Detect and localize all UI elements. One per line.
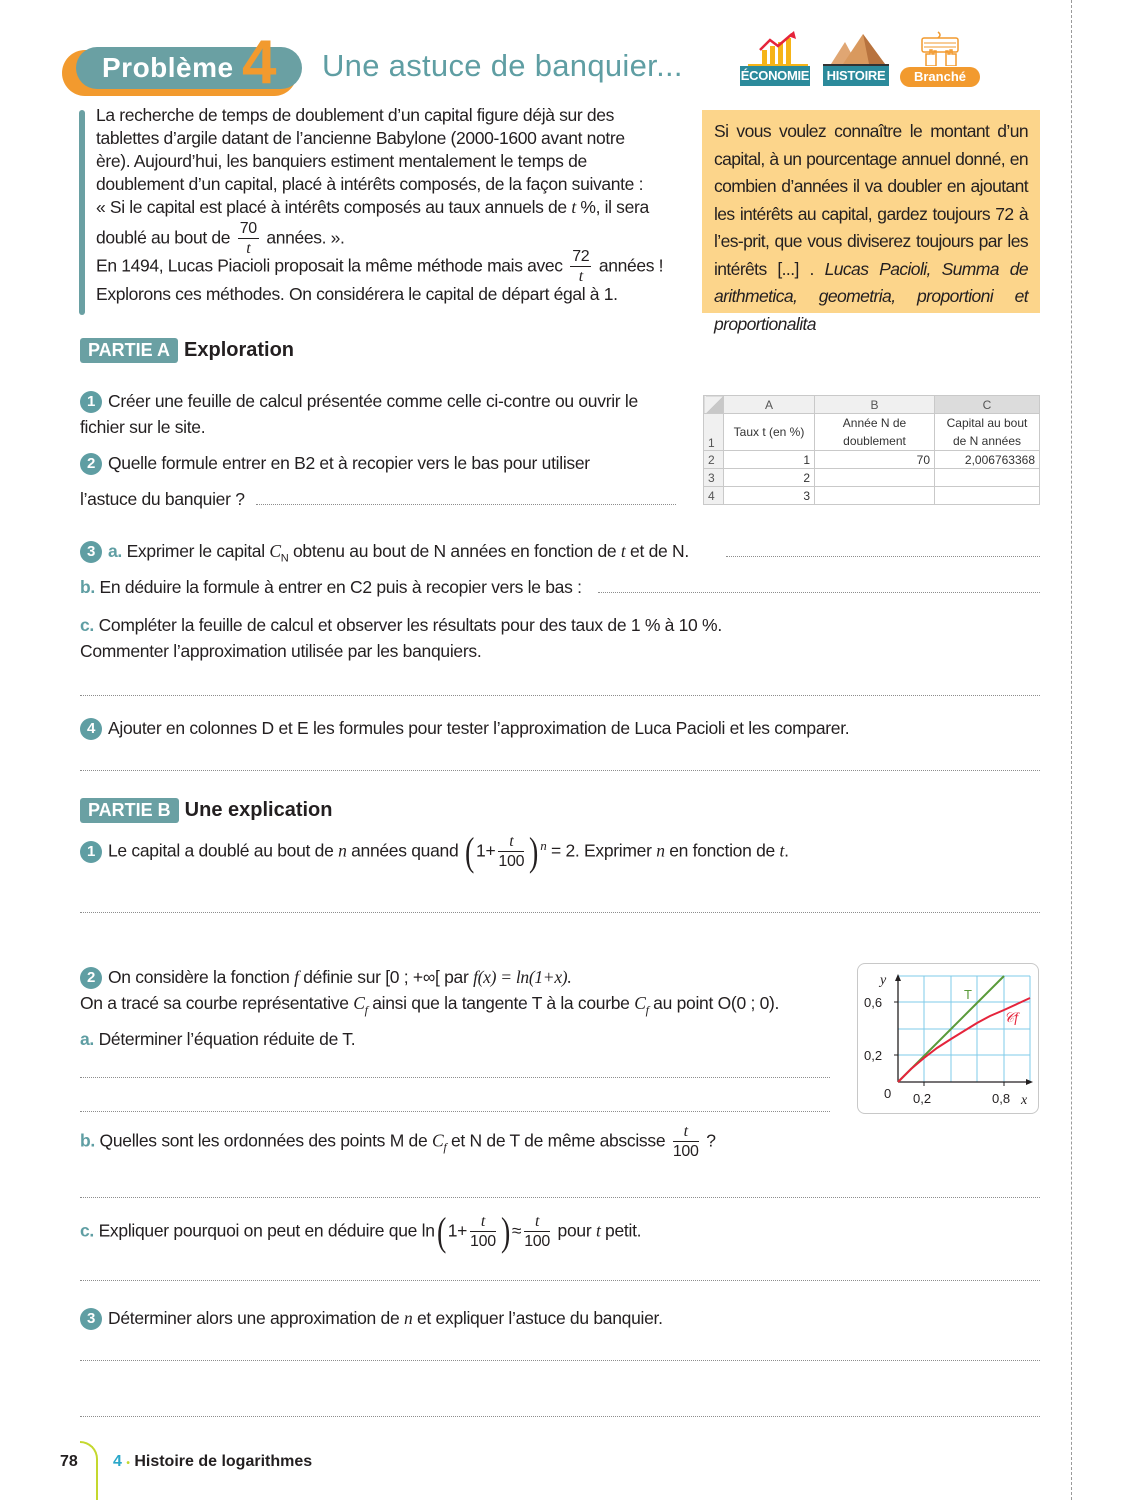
chapter-separator: • — [126, 1458, 130, 1469]
partB-tag: PARTIE B — [80, 798, 179, 823]
svg-text:0: 0 — [884, 1086, 892, 1101]
sheet-cell[interactable] — [935, 469, 1040, 487]
keyboard-hands-icon — [900, 30, 980, 66]
fraction-t-over-100: $\frac{t}{100}$ — [524, 1213, 550, 1250]
answer-line[interactable] — [80, 1360, 1040, 1361]
answer-line[interactable] — [80, 1077, 830, 1078]
partA-q3c-line2: Commenter l’approximation utilisée par les banquiers. — [80, 641, 482, 661]
partB-q2b: b. Quelles sont les ordonnées des points M de $C_f$ et N de T de même abscisse $\frac{t}{100}$ ? — [80, 1123, 716, 1160]
quote-text: Si vous voulez connaître le montant d’un capital, à un pourcentage annuel donné, en combien d’années il va doubler en ajoutant les intérêts au capital, gardez toujours 72 à l’es-prit, que vous diviserez toujours par les intérêts [...] . — [714, 121, 1028, 279]
intro-line: ère). Aujourd’hui, les banquiers estiment mentalement le temps de — [96, 151, 587, 171]
sheet-cell[interactable] — [815, 487, 935, 505]
badge-economie-label: ÉCONOMIE — [740, 66, 810, 86]
partA-heading — [80, 338, 294, 363]
answer-line[interactable] — [80, 1280, 1040, 1281]
answer-line[interactable] — [80, 770, 1040, 771]
quote-source: Lucas Pacioli, Summa de arithmetica, geometria, proportioni et proportionalita — [714, 258, 1028, 334]
question-number-badge: 3 — [80, 541, 102, 563]
answer-line[interactable] — [80, 1416, 1040, 1417]
sheet-cell[interactable]: 2,006763368 — [935, 451, 1040, 469]
partA-q3a: 3 a. Exprimer le capital $C_N$ obtenu au bout de N années en fonction de t et de N. — [80, 538, 689, 572]
partB-q1: 1 Le capital a doublé au bout de n années quand ( 1+ $\frac{t}{100}$ ) $^n$ = 2. Exprimer n en fonction de t. — [80, 832, 789, 872]
economy-chart-icon — [740, 30, 810, 66]
partA-tag: PARTIE A — [80, 338, 178, 363]
intro-doubled: doublé au bout de $\frac{70}{t}$ années. ». — [96, 220, 345, 257]
question-number-badge: 2 — [80, 967, 102, 989]
sheet-col-header[interactable]: B — [815, 396, 935, 414]
intro-line: doublement d’un capital, placé à intérêts composés, de la façon suivante : — [96, 174, 644, 194]
intro-text — [96, 104, 686, 306]
page-edge-dashed-line — [1071, 0, 1072, 1500]
svg-text:T: T — [964, 987, 972, 1002]
partB-q2c: c. Expliquer pourquoi on peut en déduire que ln( 1+ $\frac{t}{100}$ ) ≈ $\frac{t}{100}$ pour t petit. — [80, 1209, 642, 1254]
badge-histoire — [823, 30, 889, 88]
badge-branche — [900, 30, 980, 88]
question-number-badge: 1 — [80, 391, 102, 413]
sheet-cell[interactable]: Taux t (en %) — [724, 414, 815, 451]
sheet-cell[interactable]: 2 — [724, 469, 815, 487]
intro-quote: « Si le capital est placé à intérêts composés au taux annuels de t %, il sera — [96, 197, 649, 217]
intro-line: tablettes d’argile datant de l’ancienne Babylone (2000-1600 avant notre — [96, 128, 625, 148]
sheet-cell[interactable]: Année N de doublement — [815, 414, 935, 451]
problem-number: 4 — [242, 28, 277, 97]
sheet-cell[interactable]: 3 — [724, 487, 815, 505]
partA-q1: 1 Créer une feuille de calcul présentée comme celle ci-contre ou ouvrir le fichier sur le site. — [80, 391, 638, 437]
chapter-title: Histoire de logarithmes — [134, 1453, 313, 1470]
intro-explore: Explorons ces méthodes. On considérera le capital de départ égal à 1. — [96, 284, 618, 304]
chapter-number: 4 — [113, 1453, 122, 1470]
partB-title: Une explication — [184, 799, 333, 821]
pyramids-icon — [823, 30, 889, 66]
question-number-badge: 3 — [80, 1308, 102, 1330]
sheet-row-header[interactable]: 3 — [704, 469, 724, 487]
svg-text:0,2: 0,2 — [913, 1091, 932, 1106]
intro-line: La recherche de temps de doublement d’un capital figure déjà sur des — [96, 105, 615, 125]
problem-label: Problème — [102, 52, 234, 83]
question-number-badge: 2 — [80, 453, 102, 475]
svg-text:0,2: 0,2 — [864, 1048, 883, 1063]
partB-heading — [80, 798, 332, 823]
sheet-cell[interactable]: Capital au bout de N années — [935, 414, 1040, 451]
footer-curve — [80, 1441, 98, 1500]
fraction-t-over-100: $\frac{t}{100}$ — [672, 1123, 699, 1160]
svg-text:𝒞f: 𝒞f — [1004, 1011, 1019, 1026]
badge-histoire-label: HISTOIRE — [823, 66, 889, 86]
answer-line[interactable] — [80, 1197, 1040, 1198]
fraction-t-over-100: $\frac{t}{100}$ — [470, 1213, 496, 1250]
page-title: Une astuce de banquier... — [322, 48, 683, 83]
partA-q4: 4 Ajouter en colonnes D et E les formules pour tester l’approximation de Luca Pacioli et les comparer. — [80, 715, 849, 741]
sheet-col-header[interactable]: C — [935, 396, 1040, 414]
answer-line[interactable] — [726, 556, 1040, 557]
partA-q2: 2 Quelle formule entrer en B2 et à recopier vers le bas pour utiliser — [80, 450, 680, 476]
sheet-corner — [704, 396, 724, 414]
sheet-col-header[interactable]: A — [724, 396, 815, 414]
partA-q3b: b. En déduire la formule à entrer en C2 puis à recopier vers le bas : — [80, 577, 582, 597]
svg-text:x: x — [1021, 1093, 1028, 1108]
answer-line[interactable] — [598, 592, 1040, 593]
partA-q2-line2: l’astuce du banquier ? — [80, 489, 245, 509]
answer-line[interactable] — [256, 504, 676, 505]
svg-text:0,6: 0,6 — [864, 995, 883, 1010]
badge-economie — [740, 30, 810, 88]
fraction-t-over-100: $\frac{t}{100}$ — [498, 833, 525, 870]
sheet-cell[interactable]: 70 — [815, 451, 935, 469]
spreadsheet — [703, 395, 1040, 505]
intro-bar — [79, 110, 85, 315]
graph-svg — [858, 964, 1040, 1115]
sheet-cell[interactable]: 1 — [724, 451, 815, 469]
page-number: 78 — [60, 1453, 78, 1470]
partB-q2: 2 On considère la fonction f définie sur [0 ; +∞[ par f(x) = ln(1+x). On a tracé sa courbe représentative $C_f$ ainsi que la tangente T à la courbe $C_f$ au point O(0 ; 0). a. Déterminer l’équation réduite de T. — [80, 967, 780, 1049]
svg-text:0,8: 0,8 — [992, 1091, 1011, 1106]
sheet-row-header[interactable]: 4 — [704, 487, 724, 505]
intro-pacioli: En 1494, Lucas Piacioli proposait la même méthode mais avec $\frac{72}{t}$ années ! — [96, 248, 664, 285]
partA-title: Exploration — [184, 339, 295, 361]
fraction-70-over-t: $\frac{70}{t}$ — [239, 220, 257, 257]
badge-branche-label: Branché — [900, 67, 980, 87]
question-number-badge: 4 — [80, 718, 102, 740]
problem-header — [62, 28, 302, 100]
svg-text:y: y — [880, 973, 887, 988]
function-graph — [857, 963, 1039, 1114]
partB-q3: 3 Déterminer alors une approximation de n et expliquer l’astuce du banquier. — [80, 1305, 663, 1331]
partA-q3c: c. Compléter la feuille de calcul et observer les résultats pour des taux de 1 % à 10 %. — [80, 615, 722, 635]
sheet-cell[interactable] — [815, 469, 935, 487]
answer-line[interactable] — [80, 695, 1040, 696]
question-number-badge: 1 — [80, 841, 102, 863]
sheet-row-header[interactable]: 2 — [704, 451, 724, 469]
answer-line[interactable] — [80, 912, 1040, 913]
fraction-72-over-t: $\frac{72}{t}$ — [572, 248, 590, 285]
sheet-row-header[interactable]: 1 — [704, 414, 724, 451]
quote-box — [702, 110, 1040, 334]
answer-line[interactable] — [80, 1111, 830, 1112]
sheet-cell[interactable] — [935, 487, 1040, 505]
footer-chapter — [113, 1453, 312, 1471]
